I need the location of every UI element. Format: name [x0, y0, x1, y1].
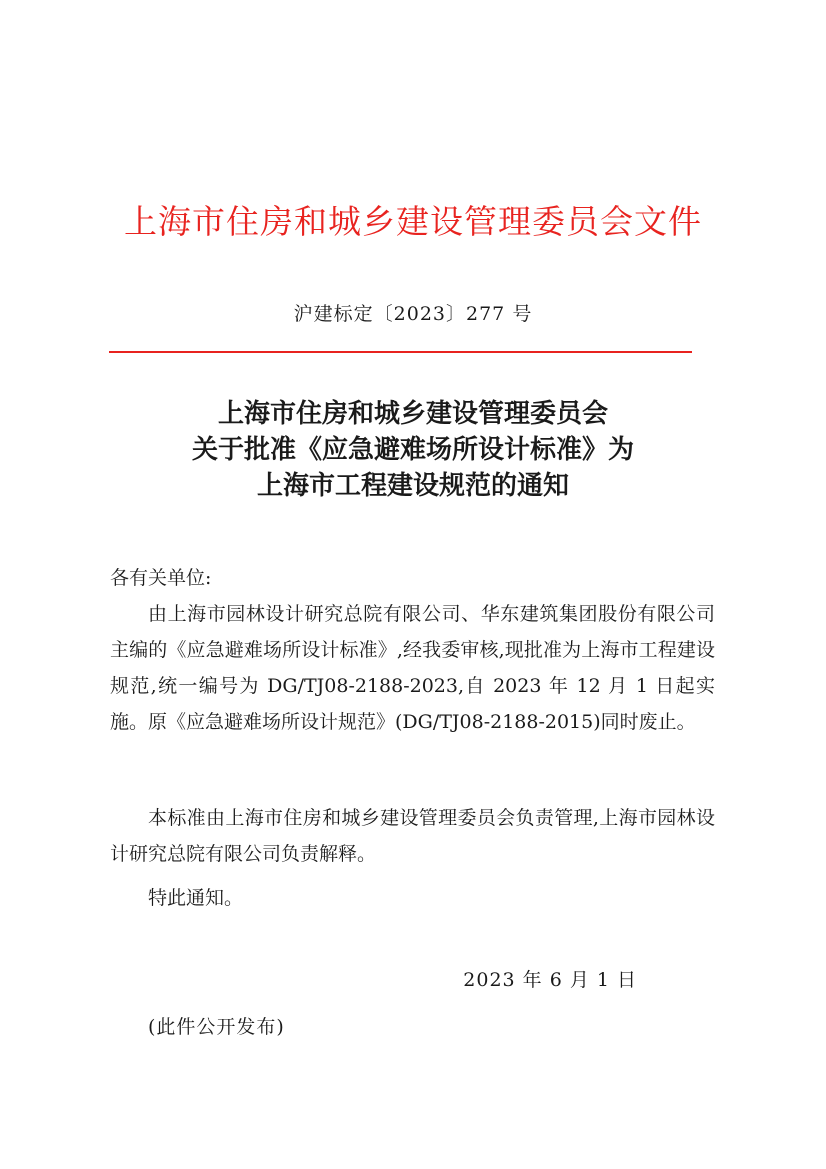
publish-note: (此件公开发布)	[148, 1016, 285, 1038]
notice-title	[0, 396, 826, 504]
issuer-title: 上海市住房和城乡建设管理委员会文件	[124, 202, 702, 241]
body-paragraph: 由上海市园林设计研究总院有限公司、华东建筑集团股份有限公司主编的《应急避难场所设计标准》,经我委审核,现批准为上海市工程建设规范,统一编号为 DG/TJ08-2188-2023,自 2023 年 12 月 1 日起实施。原《应急避难场所设计规范》(DG/TJ08-2188-2015)同时废止。	[110, 603, 715, 733]
closing-remark: 特此通知。	[148, 887, 244, 909]
salutation: 各有关单位:	[110, 567, 212, 589]
red-divider-line	[109, 351, 692, 353]
issue-date: 2023 年 6 月 1 日	[463, 969, 637, 991]
notice-title-line: 关于批准《应急避难场所设计标准》为	[191, 435, 634, 465]
notice-title-line: 上海市住房和城乡建设管理委员会	[217, 399, 608, 429]
body-paragraph: 本标准由上海市住房和城乡建设管理委员会负责管理,上海市园林设计研究总院有限公司负责解释。	[110, 807, 715, 865]
document-number: 沪建标定〔2023〕277 号	[293, 303, 533, 325]
notice-title-line: 上海市工程建设规范的通知	[256, 471, 569, 501]
